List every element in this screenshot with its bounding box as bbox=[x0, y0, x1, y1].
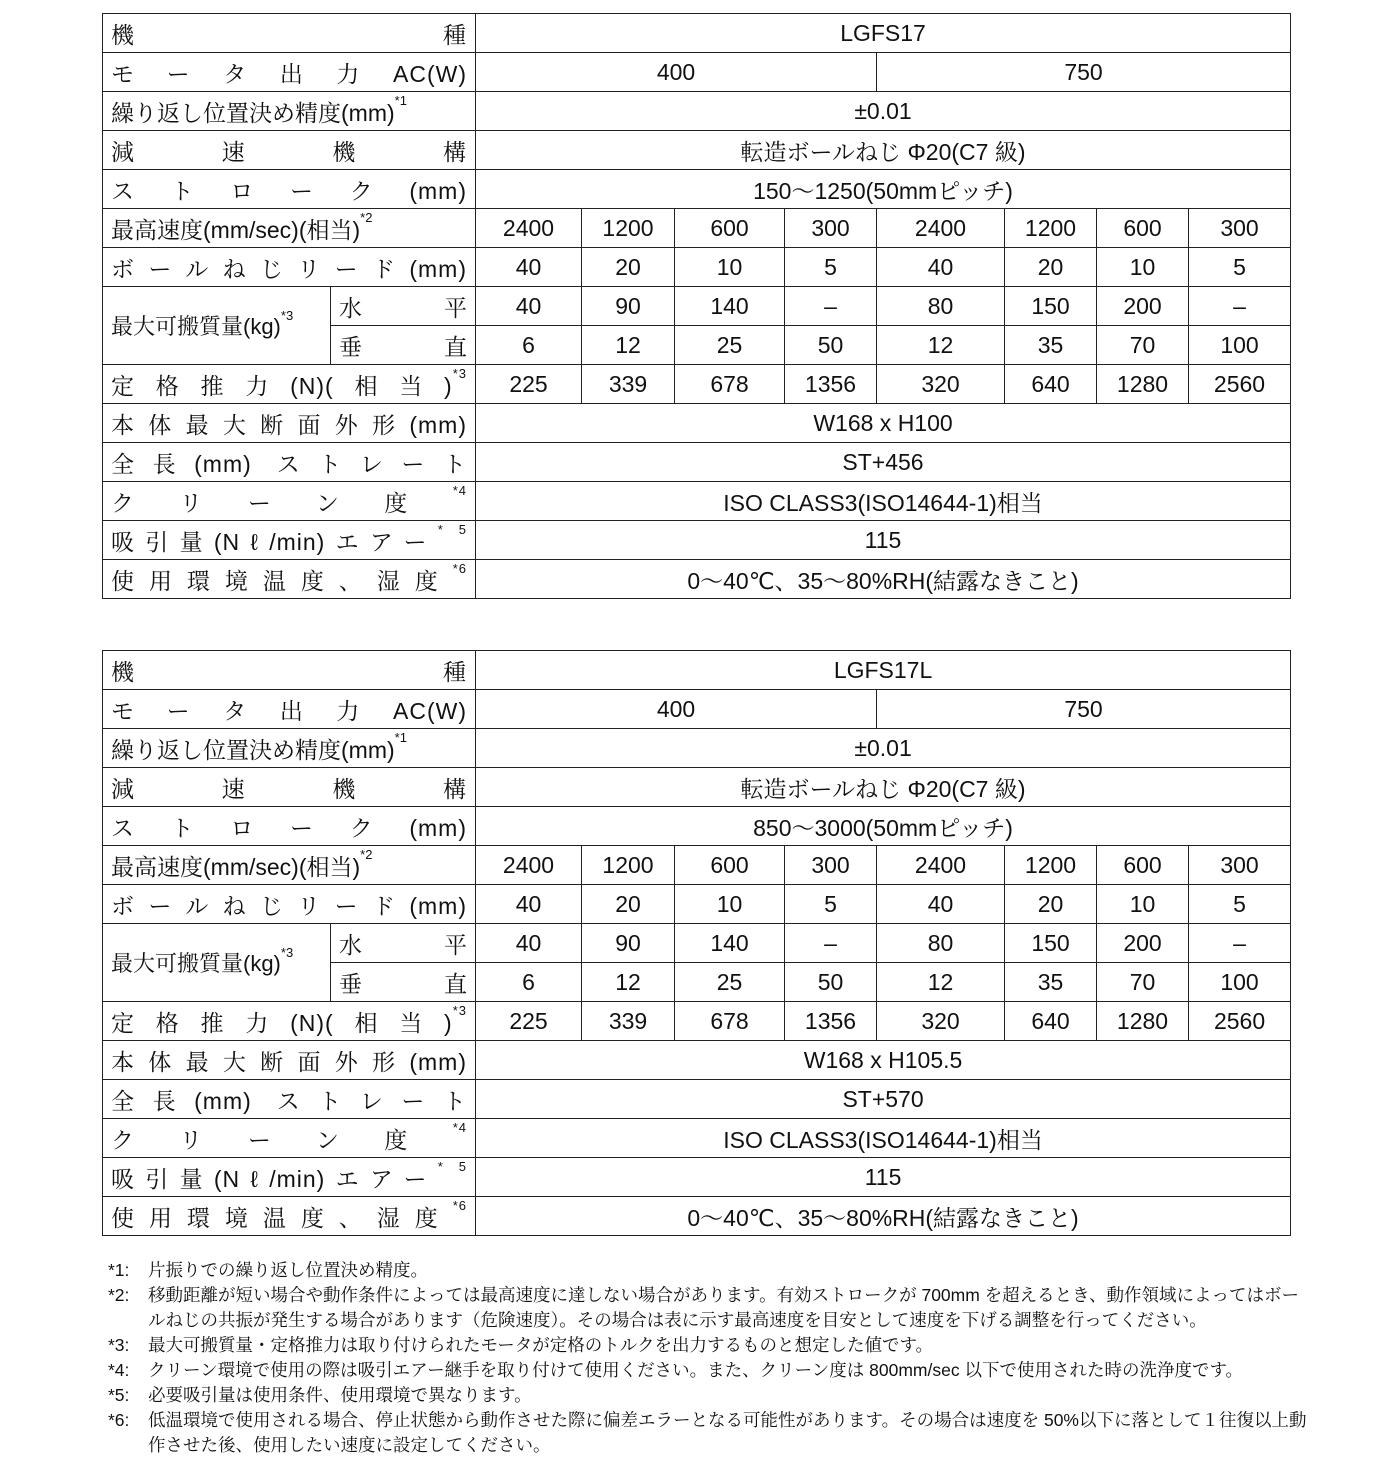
table-row bbox=[103, 1197, 1291, 1236]
payload-vertical-cell: 12 bbox=[877, 326, 1005, 365]
label-clean bbox=[103, 482, 476, 521]
label-horizontal: 水平 bbox=[331, 924, 476, 963]
label-stroke bbox=[103, 807, 476, 846]
label-clean bbox=[103, 1119, 476, 1158]
environment-value: 0〜40℃、35〜80%RH(結露なきこと) bbox=[476, 1197, 1291, 1236]
label-reducer bbox=[103, 131, 476, 170]
table-row bbox=[103, 248, 1291, 287]
payload-vertical-cell: 12 bbox=[877, 963, 1005, 1002]
table-row bbox=[103, 443, 1291, 482]
payload-vertical-cell: 12 bbox=[582, 963, 675, 1002]
label-length-text: 全長(mm) ストレート bbox=[111, 450, 467, 477]
payload-vertical-cell: 100 bbox=[1189, 326, 1291, 365]
thrust-cell: 339 bbox=[582, 365, 675, 404]
thrust-cell: 320 bbox=[877, 365, 1005, 404]
length-value: ST+456 bbox=[476, 443, 1291, 482]
spec-table-lgfs17l bbox=[102, 650, 1291, 1236]
suction-value: 115 bbox=[476, 1158, 1291, 1197]
label-clean-text: クリーン度 bbox=[111, 489, 453, 516]
label-section-text: 本体最大断面外形(mm) bbox=[111, 1048, 467, 1075]
suction-value: 115 bbox=[476, 521, 1291, 560]
lead-cell: 20 bbox=[1005, 248, 1097, 287]
motor-750: 750 bbox=[877, 53, 1291, 92]
footnote-marker: *3 bbox=[452, 365, 467, 381]
payload-horizontal-cell: 200 bbox=[1097, 287, 1189, 326]
thrust-cell: 640 bbox=[1005, 1002, 1097, 1041]
payload-horizontal-cell: – bbox=[785, 924, 877, 963]
lead-cell: 40 bbox=[877, 885, 1005, 924]
footnote-marker: *2 bbox=[360, 209, 373, 225]
reducer-value: 転造ボールねじ Φ20(C7 級) bbox=[476, 768, 1291, 807]
table-row bbox=[103, 287, 1291, 326]
lead-cell: 5 bbox=[785, 248, 877, 287]
label-motor-text: モータ出力AC(W) bbox=[111, 697, 467, 724]
lead-cell: 20 bbox=[582, 248, 675, 287]
table-row bbox=[103, 1041, 1291, 1080]
payload-vertical-cell: 70 bbox=[1097, 963, 1189, 1002]
payload-vertical-cell: 35 bbox=[1005, 963, 1097, 1002]
thrust-cell: 2560 bbox=[1189, 365, 1291, 404]
length-value: ST+570 bbox=[476, 1080, 1291, 1119]
label-thrust-text: 定格推力(N)(相当) bbox=[111, 372, 453, 399]
label-speed bbox=[103, 846, 476, 885]
environment-value: 0〜40℃、35〜80%RH(結露なきこと) bbox=[476, 560, 1291, 599]
payload-horizontal-cell: 150 bbox=[1005, 287, 1097, 326]
lead-cell: 20 bbox=[1005, 885, 1097, 924]
speed-cell: 300 bbox=[785, 209, 877, 248]
stroke-value: 150〜1250(50mmピッチ) bbox=[476, 170, 1291, 209]
label-speed-text: 最高速度(mm/sec)(相当) bbox=[111, 216, 361, 243]
label-thrust-text: 定格推力(N)(相当) bbox=[111, 1009, 453, 1036]
label-model-text: 機種 bbox=[111, 21, 467, 48]
table-row bbox=[103, 846, 1291, 885]
label-environment-text: 使用環境温度、湿度 bbox=[111, 1204, 453, 1231]
payload-horizontal-cell: – bbox=[1189, 924, 1291, 963]
lead-cell: 5 bbox=[1189, 248, 1291, 287]
payload-horizontal-cell: 200 bbox=[1097, 924, 1189, 963]
footnote-marker: *4 bbox=[452, 482, 467, 498]
label-payload-text: 最大可搬質量(kg) bbox=[111, 314, 281, 339]
label-lead bbox=[103, 248, 476, 287]
label-lead bbox=[103, 885, 476, 924]
speed-cell: 600 bbox=[1097, 846, 1189, 885]
label-environment-text: 使用環境温度、湿度 bbox=[111, 567, 453, 594]
motor-400: 400 bbox=[476, 53, 877, 92]
payload-vertical-cell: 12 bbox=[582, 326, 675, 365]
table-row bbox=[103, 729, 1291, 768]
model-value: LGFS17 bbox=[476, 14, 1291, 53]
footnote: *4: クリーン環境で使用の際は吸引エアー継手を取り付けて使用ください。また、クリーン度は 800mm/sec 以下で使用された時の洗浄度です。 bbox=[108, 1360, 1244, 1380]
label-stroke-text: ストローク(mm) bbox=[111, 814, 467, 841]
label-reducer-text: 減速機構 bbox=[111, 775, 467, 802]
reducer-value: 転造ボールねじ Φ20(C7 級) bbox=[476, 131, 1291, 170]
label-repeatability bbox=[103, 92, 476, 131]
payload-horizontal-cell: 140 bbox=[675, 924, 785, 963]
payload-vertical-cell: 100 bbox=[1189, 963, 1291, 1002]
label-length-text: 全長(mm) ストレート bbox=[111, 1087, 467, 1114]
label-payload-text: 最大可搬質量(kg) bbox=[111, 951, 281, 976]
speed-cell: 1200 bbox=[582, 209, 675, 248]
payload-vertical-cell: 25 bbox=[675, 326, 785, 365]
payload-vertical-cell: 50 bbox=[785, 963, 877, 1002]
footnote: *6: 低温環境で使用される場合、停止状態から動作させた際に偏差エラーとなる可能性があります。その場合は速度を 50%以下に落として１往復以上動作させた後、使用したい速度に設定してください。 bbox=[108, 1410, 1307, 1455]
payload-horizontal-cell: 90 bbox=[582, 287, 675, 326]
footnote-marker: *6 bbox=[452, 560, 467, 576]
label-section bbox=[103, 1041, 476, 1080]
lead-cell: 10 bbox=[1097, 248, 1189, 287]
thrust-cell: 2560 bbox=[1189, 1002, 1291, 1041]
label-repeatability-text: 繰り返し位置決め精度(mm) bbox=[111, 99, 395, 126]
repeatability-value: ±0.01 bbox=[476, 729, 1291, 768]
table-row bbox=[103, 1158, 1291, 1197]
table-row bbox=[103, 521, 1291, 560]
label-thrust bbox=[103, 1002, 476, 1041]
label-motor bbox=[103, 53, 476, 92]
table-row bbox=[103, 14, 1291, 53]
model-value: LGFS17L bbox=[476, 651, 1291, 690]
label-model bbox=[103, 651, 476, 690]
table-row bbox=[103, 1119, 1291, 1158]
lead-cell: 5 bbox=[1189, 885, 1291, 924]
speed-cell: 1200 bbox=[1005, 209, 1097, 248]
footnote-marker: *2 bbox=[360, 846, 373, 862]
footnote: *2: 移動距離が短い場合や動作条件によっては最高速度に達しない場合があります。有効ストロークが 700mm を超えるとき、動作領域によってはボールねじの共振が発生する場合があります（危険速度）。その場合は表に示す最高速度を目安として速度を下げる調整を行ってください。 bbox=[108, 1285, 1299, 1330]
footnote-marker: *3 bbox=[280, 945, 294, 960]
footnote-marker: *3 bbox=[452, 1002, 467, 1018]
speed-cell: 2400 bbox=[877, 209, 1005, 248]
payload-vertical-cell: 50 bbox=[785, 326, 877, 365]
payload-horizontal-cell: 90 bbox=[582, 924, 675, 963]
speed-cell: 600 bbox=[675, 846, 785, 885]
label-section bbox=[103, 404, 476, 443]
speed-cell: 2400 bbox=[476, 846, 582, 885]
repeatability-value: ±0.01 bbox=[476, 92, 1291, 131]
label-reducer-text: 減速機構 bbox=[111, 138, 467, 165]
speed-cell: 1200 bbox=[582, 846, 675, 885]
table-row bbox=[103, 690, 1291, 729]
table-row bbox=[103, 209, 1291, 248]
payload-horizontal-cell: 80 bbox=[877, 287, 1005, 326]
thrust-cell: 1356 bbox=[785, 1002, 877, 1041]
payload-horizontal-cell: 80 bbox=[877, 924, 1005, 963]
label-lead-text: ボールねじリード(mm) bbox=[111, 255, 467, 282]
footnote: *5: 必要吸引量は使用条件、使用環境で異なります。 bbox=[108, 1385, 532, 1405]
payload-horizontal-cell: 140 bbox=[675, 287, 785, 326]
footnote-marker: *3 bbox=[280, 308, 294, 323]
speed-cell: 1200 bbox=[1005, 846, 1097, 885]
speed-cell: 300 bbox=[785, 846, 877, 885]
label-vertical: 垂直 bbox=[331, 326, 476, 365]
thrust-cell: 1280 bbox=[1097, 1002, 1189, 1041]
payload-horizontal-cell: 40 bbox=[476, 287, 582, 326]
table-row bbox=[103, 1002, 1291, 1041]
table-row bbox=[103, 53, 1291, 92]
table-row bbox=[103, 1080, 1291, 1119]
lead-cell: 40 bbox=[476, 885, 582, 924]
section-value: W168 x H100 bbox=[476, 404, 1291, 443]
table-row bbox=[103, 885, 1291, 924]
label-length bbox=[103, 1080, 476, 1119]
table-row bbox=[103, 131, 1291, 170]
lead-cell: 10 bbox=[675, 248, 785, 287]
payload-vertical-cell: 6 bbox=[476, 963, 582, 1002]
speed-cell: 2400 bbox=[877, 846, 1005, 885]
spec-table-lgfs17 bbox=[102, 13, 1291, 599]
clean-value: ISO CLASS3(ISO14644-1)相当 bbox=[476, 482, 1291, 521]
label-stroke-text: ストローク(mm) bbox=[111, 177, 467, 204]
label-environment bbox=[103, 560, 476, 599]
payload-vertical-cell: 25 bbox=[675, 963, 785, 1002]
thrust-cell: 225 bbox=[476, 365, 582, 404]
label-reducer bbox=[103, 768, 476, 807]
motor-400: 400 bbox=[476, 690, 877, 729]
footnote-marker: *6 bbox=[452, 1197, 467, 1213]
label-thrust bbox=[103, 365, 476, 404]
lead-cell: 5 bbox=[785, 885, 877, 924]
thrust-cell: 678 bbox=[675, 1002, 785, 1041]
label-lead-text: ボールねじリード(mm) bbox=[111, 892, 467, 919]
label-payload bbox=[103, 924, 331, 1002]
thrust-cell: 320 bbox=[877, 1002, 1005, 1041]
footnote: *3: 最大可搬質量・定格推力は取り付けられたモータが定格のトルクを出力するものと想定した値です。 bbox=[108, 1335, 934, 1355]
speed-cell: 300 bbox=[1189, 209, 1291, 248]
label-length bbox=[103, 443, 476, 482]
label-environment bbox=[103, 1197, 476, 1236]
footnote-marker: *1 bbox=[394, 92, 407, 108]
label-suction-text: 吸引量(Nℓ/min)エアー bbox=[111, 528, 438, 555]
thrust-cell: 225 bbox=[476, 1002, 582, 1041]
label-model bbox=[103, 14, 476, 53]
table-row bbox=[103, 170, 1291, 209]
stroke-value: 850〜3000(50mmピッチ) bbox=[476, 807, 1291, 846]
table-row bbox=[103, 404, 1291, 443]
payload-horizontal-cell: – bbox=[1189, 287, 1291, 326]
footnotes bbox=[108, 1258, 1308, 1458]
label-clean-text: クリーン度 bbox=[111, 1126, 453, 1153]
lead-cell: 40 bbox=[877, 248, 1005, 287]
table-row bbox=[103, 482, 1291, 521]
label-speed-text: 最高速度(mm/sec)(相当) bbox=[111, 853, 361, 880]
clean-value: ISO CLASS3(ISO14644-1)相当 bbox=[476, 1119, 1291, 1158]
thrust-cell: 1280 bbox=[1097, 365, 1189, 404]
payload-horizontal-cell: – bbox=[785, 287, 877, 326]
thrust-cell: 339 bbox=[582, 1002, 675, 1041]
table-row bbox=[103, 768, 1291, 807]
payload-vertical-cell: 35 bbox=[1005, 326, 1097, 365]
lead-cell: 10 bbox=[1097, 885, 1189, 924]
label-vertical: 垂直 bbox=[331, 963, 476, 1002]
table-row bbox=[103, 651, 1291, 690]
footnote: *1: 片振りでの繰り返し位置決め精度。 bbox=[108, 1260, 428, 1280]
footnote-marker: *1 bbox=[394, 729, 407, 745]
label-model-text: 機種 bbox=[111, 658, 467, 685]
footnote-marker: * 5 bbox=[437, 1158, 467, 1174]
table-row bbox=[103, 92, 1291, 131]
lead-cell: 40 bbox=[476, 248, 582, 287]
lead-cell: 20 bbox=[582, 885, 675, 924]
label-payload bbox=[103, 287, 331, 365]
table-row bbox=[103, 365, 1291, 404]
payload-vertical-cell: 6 bbox=[476, 326, 582, 365]
thrust-cell: 1356 bbox=[785, 365, 877, 404]
motor-750: 750 bbox=[877, 690, 1291, 729]
table-row bbox=[103, 807, 1291, 846]
label-speed bbox=[103, 209, 476, 248]
speed-cell: 600 bbox=[1097, 209, 1189, 248]
label-suction bbox=[103, 1158, 476, 1197]
footnote-marker: *4 bbox=[452, 1119, 467, 1135]
payload-horizontal-cell: 40 bbox=[476, 924, 582, 963]
speed-cell: 2400 bbox=[476, 209, 582, 248]
label-repeatability bbox=[103, 729, 476, 768]
speed-cell: 600 bbox=[675, 209, 785, 248]
label-motor-text: モータ出力AC(W) bbox=[111, 60, 467, 87]
label-motor bbox=[103, 690, 476, 729]
label-suction bbox=[103, 521, 476, 560]
table-row bbox=[103, 560, 1291, 599]
label-horizontal: 水平 bbox=[331, 287, 476, 326]
label-suction-text: 吸引量(Nℓ/min)エアー bbox=[111, 1165, 438, 1192]
payload-vertical-cell: 70 bbox=[1097, 326, 1189, 365]
label-repeatability-text: 繰り返し位置決め精度(mm) bbox=[111, 736, 395, 763]
payload-horizontal-cell: 150 bbox=[1005, 924, 1097, 963]
label-stroke bbox=[103, 170, 476, 209]
footnote-marker: * 5 bbox=[437, 521, 467, 537]
speed-cell: 300 bbox=[1189, 846, 1291, 885]
table-row bbox=[103, 924, 1291, 963]
thrust-cell: 678 bbox=[675, 365, 785, 404]
label-section-text: 本体最大断面外形(mm) bbox=[111, 411, 467, 438]
section-value: W168 x H105.5 bbox=[476, 1041, 1291, 1080]
lead-cell: 10 bbox=[675, 885, 785, 924]
thrust-cell: 640 bbox=[1005, 365, 1097, 404]
